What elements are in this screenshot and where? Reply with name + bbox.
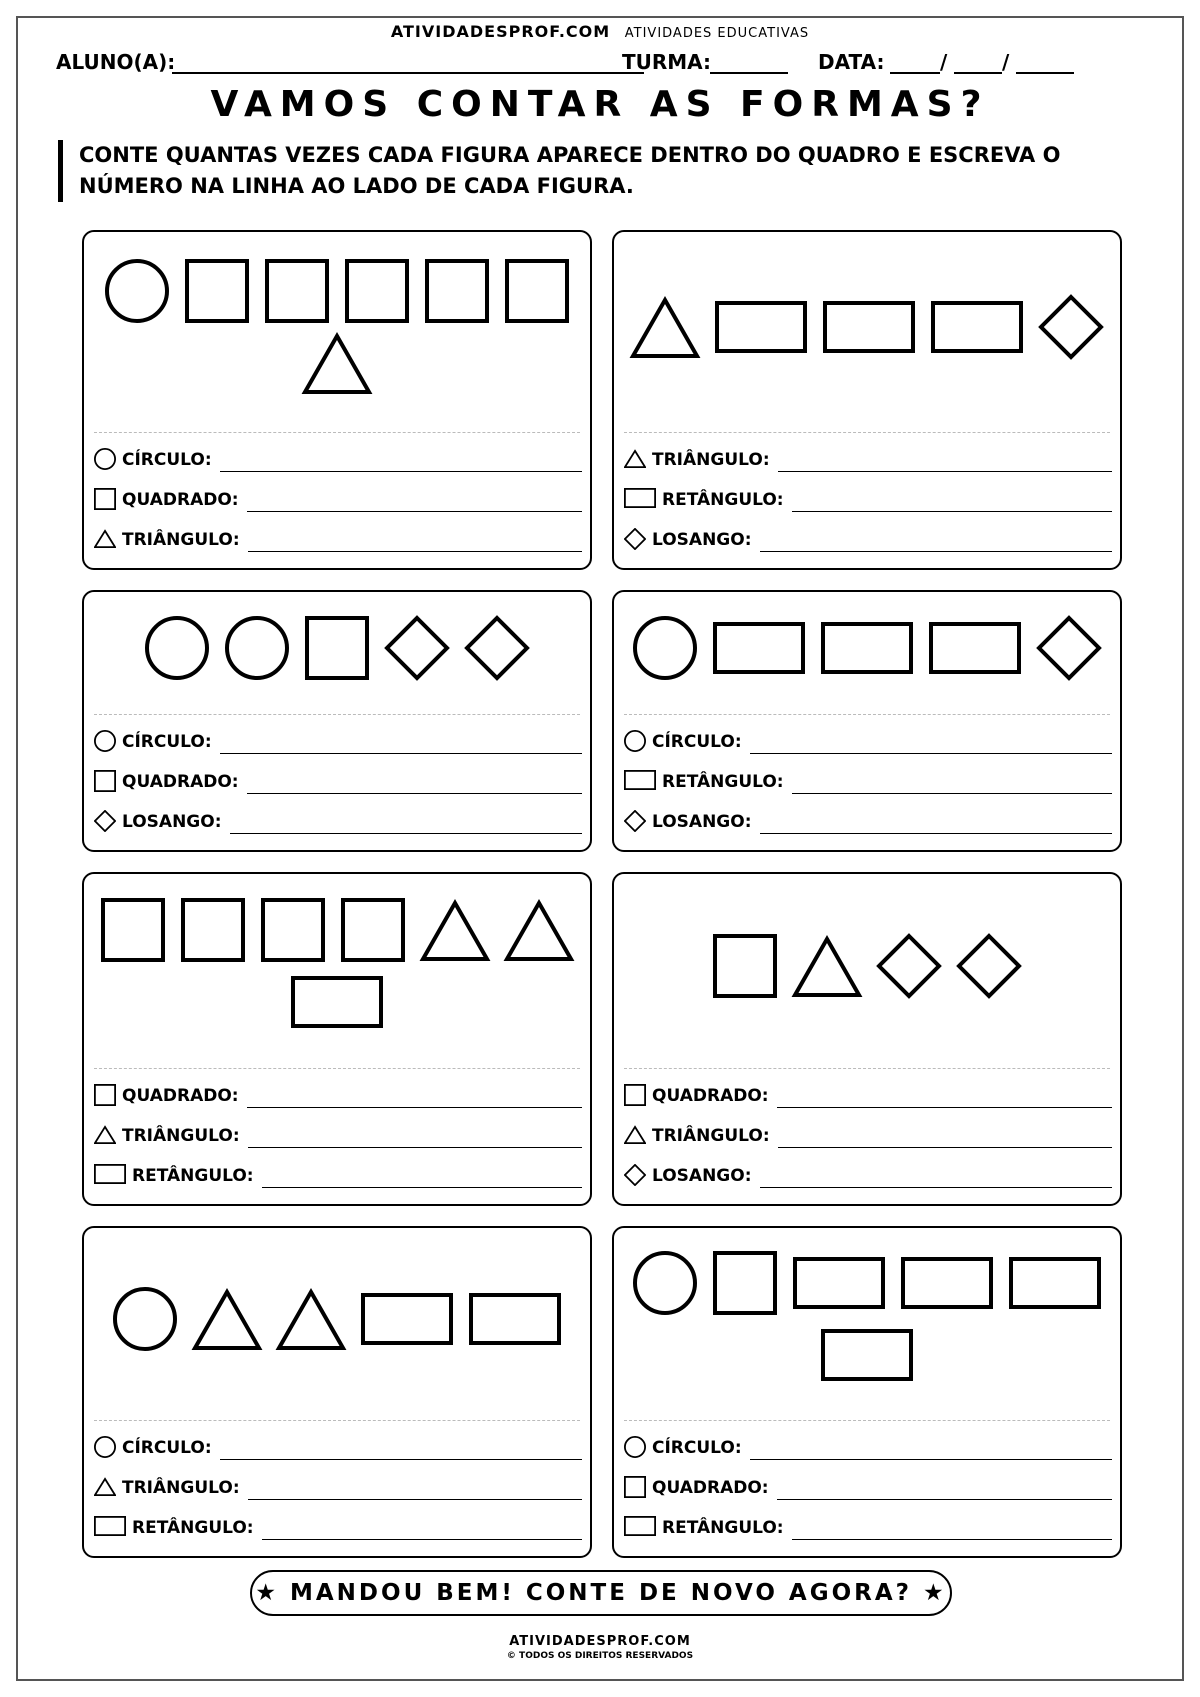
diamond-shape [1039, 618, 1099, 678]
card-separator [624, 1068, 1110, 1069]
shape-count-card-7 [82, 1226, 592, 1558]
rectangle-shape [933, 303, 1021, 351]
shape-count-card-4 [612, 590, 1122, 852]
triangle-shape [625, 451, 645, 467]
question-label: RETÂNGULO: [662, 772, 784, 792]
aluno-label: ALUNO(A): [56, 50, 176, 74]
square-shape [183, 900, 243, 960]
question-row [624, 768, 1112, 796]
square-icon [94, 770, 116, 796]
rectangle-shape [293, 978, 381, 1026]
answer-line[interactable] [262, 1539, 582, 1540]
shape-count-card-1 [82, 230, 592, 570]
question-label: LOSANGO: [122, 812, 222, 832]
question-label: RETÂNGULO: [132, 1518, 254, 1538]
question-row [94, 1474, 582, 1502]
question-row [94, 1434, 582, 1462]
rectangle-shape [363, 1295, 451, 1343]
question-label: RETÂNGULO: [132, 1166, 254, 1186]
question-row [94, 446, 582, 474]
question-row [624, 526, 1112, 554]
triangle-icon [624, 448, 646, 472]
square-shape [507, 261, 567, 321]
site-header [0, 22, 1200, 41]
answer-line[interactable] [760, 1187, 1112, 1188]
answer-line[interactable] [792, 511, 1112, 512]
card-separator [624, 432, 1110, 433]
answer-line[interactable] [220, 1459, 582, 1460]
question-row [624, 1122, 1112, 1150]
answer-line[interactable] [248, 551, 582, 552]
card-separator [624, 1420, 1110, 1421]
rectangle-shape [715, 624, 803, 672]
answer-line[interactable] [792, 793, 1112, 794]
question-row [624, 728, 1112, 756]
footer [0, 1634, 1200, 1661]
question-label: TRIÂNGULO: [652, 1126, 770, 1146]
circle-icon [94, 1436, 116, 1462]
circle-shape [625, 731, 645, 751]
answer-line[interactable] [750, 1459, 1112, 1460]
turma-label: TURMA: [622, 50, 712, 74]
card-separator [94, 1420, 580, 1421]
question-label: CÍRCULO: [652, 1438, 742, 1458]
answer-line[interactable] [248, 1499, 582, 1500]
shape-count-card-3 [82, 590, 592, 852]
question-row [94, 808, 582, 836]
rectangle-shape [903, 1259, 991, 1307]
encouragement-banner: ★ MANDOU BEM! CONTE DE NOVO AGORA? ★ [250, 1570, 952, 1616]
square-shape [95, 771, 115, 791]
triangle-shape [95, 1479, 115, 1495]
triangle-shape [95, 1127, 115, 1143]
answer-line[interactable] [220, 753, 582, 754]
question-label: TRIÂNGULO: [122, 1478, 240, 1498]
aluno-line[interactable] [172, 72, 644, 74]
square-shape [95, 489, 115, 509]
question-label: QUADRADO: [652, 1478, 769, 1498]
square-icon [624, 1084, 646, 1110]
circle-shape [227, 618, 287, 678]
rectangle-shape [931, 624, 1019, 672]
diamond-shape [387, 618, 447, 678]
shapes-area [84, 1228, 590, 1410]
rectangle-icon [624, 770, 656, 794]
question-row [624, 486, 1112, 514]
square-shape [95, 1085, 115, 1105]
question-label: CÍRCULO: [122, 732, 212, 752]
diamond-shape [467, 618, 527, 678]
rectangle-icon [94, 1164, 126, 1188]
diamond-icon [624, 528, 646, 554]
circle-shape [635, 618, 695, 678]
card-separator [624, 714, 1110, 715]
question-row [624, 808, 1112, 836]
shapes-area [614, 1228, 1120, 1410]
rectangle-shape [625, 771, 655, 789]
answer-line[interactable] [777, 1107, 1112, 1108]
answer-line[interactable] [247, 1107, 582, 1108]
question-label: TRIÂNGULO: [652, 450, 770, 470]
shape-count-card-8 [612, 1226, 1122, 1558]
rectangle-icon [94, 1516, 126, 1540]
question-row [94, 526, 582, 554]
triangle-icon [94, 1476, 116, 1500]
question-row [624, 446, 1112, 474]
site-name: ATIVIDADESPROF.COM [390, 22, 611, 41]
question-row [94, 1162, 582, 1190]
question-label: LOSANGO: [652, 530, 752, 550]
answer-line[interactable] [230, 833, 582, 834]
question-row [624, 1474, 1112, 1502]
square-icon [94, 488, 116, 514]
diamond-icon [624, 810, 646, 836]
rectangle-shape [625, 489, 655, 507]
triangle-shape [795, 939, 859, 995]
question-label: RETÂNGULO: [662, 490, 784, 510]
square-shape [103, 900, 163, 960]
shape-count-card-6 [612, 872, 1122, 1206]
triangle-icon [94, 1124, 116, 1148]
question-row [624, 1082, 1112, 1110]
diamond-icon [624, 1164, 646, 1190]
triangle-shape [507, 903, 571, 959]
circle-shape [635, 1253, 695, 1313]
diamond-shape [95, 811, 115, 831]
rectangle-shape [717, 303, 805, 351]
answer-line[interactable] [262, 1187, 582, 1188]
question-label: CÍRCULO: [652, 732, 742, 752]
circle-shape [95, 1437, 115, 1457]
diamond-shape [625, 1165, 645, 1185]
answer-line[interactable] [247, 511, 582, 512]
square-shape [263, 900, 323, 960]
answer-line[interactable] [777, 1499, 1112, 1500]
square-shape [187, 261, 247, 321]
rectangle-shape [795, 1259, 883, 1307]
question-label: QUADRADO: [122, 772, 239, 792]
card-separator [94, 714, 580, 715]
rectangle-shape [1011, 1259, 1099, 1307]
question-label: CÍRCULO: [122, 1438, 212, 1458]
circle-shape [107, 261, 167, 321]
diamond-shape [1041, 297, 1101, 357]
diamond-shape [625, 811, 645, 831]
date-year-line[interactable] [1016, 72, 1074, 74]
card-separator [94, 432, 580, 433]
triangle-shape [423, 903, 487, 959]
square-shape [427, 261, 487, 321]
question-row [94, 728, 582, 756]
question-row [94, 1082, 582, 1110]
answer-line[interactable] [778, 471, 1112, 472]
rectangle-shape [471, 1295, 559, 1343]
turma-line[interactable] [710, 72, 788, 74]
answer-line[interactable] [220, 471, 582, 472]
circle-shape [95, 449, 115, 469]
triangle-shape [633, 300, 697, 356]
question-row [94, 486, 582, 514]
rectangle-shape [825, 303, 913, 351]
square-shape [625, 1477, 645, 1497]
circle-icon [624, 730, 646, 756]
answer-line[interactable] [760, 551, 1112, 552]
circle-shape [147, 618, 207, 678]
square-shape [347, 261, 407, 321]
shapes-area [84, 592, 590, 704]
rectangle-shape [625, 1517, 655, 1535]
question-row [94, 1122, 582, 1150]
question-label: LOSANGO: [652, 1166, 752, 1186]
triangle-icon [624, 1124, 646, 1148]
square-icon [624, 1476, 646, 1502]
date-separator: / [1002, 50, 1010, 74]
circle-icon [94, 448, 116, 474]
diamond-icon [94, 810, 116, 836]
square-shape [625, 1085, 645, 1105]
site-tagline: ATIVIDADES EDUCATIVAS [624, 26, 810, 41]
question-row [624, 1434, 1112, 1462]
answer-line[interactable] [778, 1147, 1112, 1148]
question-label: QUADRADO: [122, 1086, 239, 1106]
square-shape [343, 900, 403, 960]
diamond-shape [959, 936, 1019, 996]
square-shape [307, 618, 367, 678]
answer-line[interactable] [248, 1147, 582, 1148]
rectangle-shape [823, 624, 911, 672]
answer-line[interactable] [792, 1539, 1112, 1540]
square-icon [94, 1084, 116, 1110]
circle-icon [94, 730, 116, 756]
shapes-area [614, 592, 1120, 704]
footer-copyright: © TODOS OS DIREITOS RESERVADOS [506, 1651, 694, 1661]
rectangle-shape [95, 1517, 125, 1535]
rectangle-shape [95, 1165, 125, 1183]
square-shape [715, 1253, 775, 1313]
question-label: RETÂNGULO: [662, 1518, 784, 1538]
triangle-icon [94, 528, 116, 552]
question-label: TRIÂNGULO: [122, 530, 240, 550]
shape-count-card-5 [82, 872, 592, 1206]
circle-shape [95, 731, 115, 751]
shapes-area [614, 874, 1120, 1058]
triangle-shape [279, 1292, 343, 1348]
diamond-shape [879, 936, 939, 996]
question-label: TRIÂNGULO: [122, 1126, 240, 1146]
answer-line[interactable] [760, 833, 1112, 834]
answer-line[interactable] [247, 793, 582, 794]
triangle-shape [305, 336, 369, 392]
date-separator: / [940, 50, 948, 74]
instructions: CONTE QUANTAS VEZES CADA FIGURA APARECE DENTRO DO QUADRO E ESCREVA O NÚMERO NA LINHA AO LADO DE CADA FIGURA. [58, 140, 1139, 202]
answer-line[interactable] [750, 753, 1112, 754]
triangle-shape [95, 531, 115, 547]
circle-shape [115, 1289, 175, 1349]
student-info-row [56, 48, 1146, 78]
square-shape [715, 936, 775, 996]
shape-count-card-2 [612, 230, 1122, 570]
question-label: CÍRCULO: [122, 450, 212, 470]
triangle-shape [625, 1127, 645, 1143]
page-title: VAMOS CONTAR AS FORMAS? [210, 84, 990, 125]
question-row [94, 768, 582, 796]
shapes-area [614, 232, 1120, 422]
triangle-shape [195, 1292, 259, 1348]
question-label: QUADRADO: [122, 490, 239, 510]
shapes-area [84, 874, 590, 1058]
question-label: LOSANGO: [652, 812, 752, 832]
rectangle-icon [624, 1516, 656, 1540]
footer-site: ATIVIDADESPROF.COM [509, 1634, 691, 1649]
circle-shape [625, 1437, 645, 1457]
question-row [94, 1514, 582, 1542]
rectangle-shape [823, 1331, 911, 1379]
data-label: DATA: [818, 50, 885, 74]
date-day-line[interactable] [890, 72, 940, 74]
question-row [624, 1514, 1112, 1542]
question-label: QUADRADO: [652, 1086, 769, 1106]
diamond-shape [625, 529, 645, 549]
question-row [624, 1162, 1112, 1190]
square-shape [267, 261, 327, 321]
rectangle-icon [624, 488, 656, 512]
shapes-area [84, 232, 590, 422]
circle-icon [624, 1436, 646, 1462]
date-month-line[interactable] [954, 72, 1002, 74]
card-separator [94, 1068, 580, 1069]
